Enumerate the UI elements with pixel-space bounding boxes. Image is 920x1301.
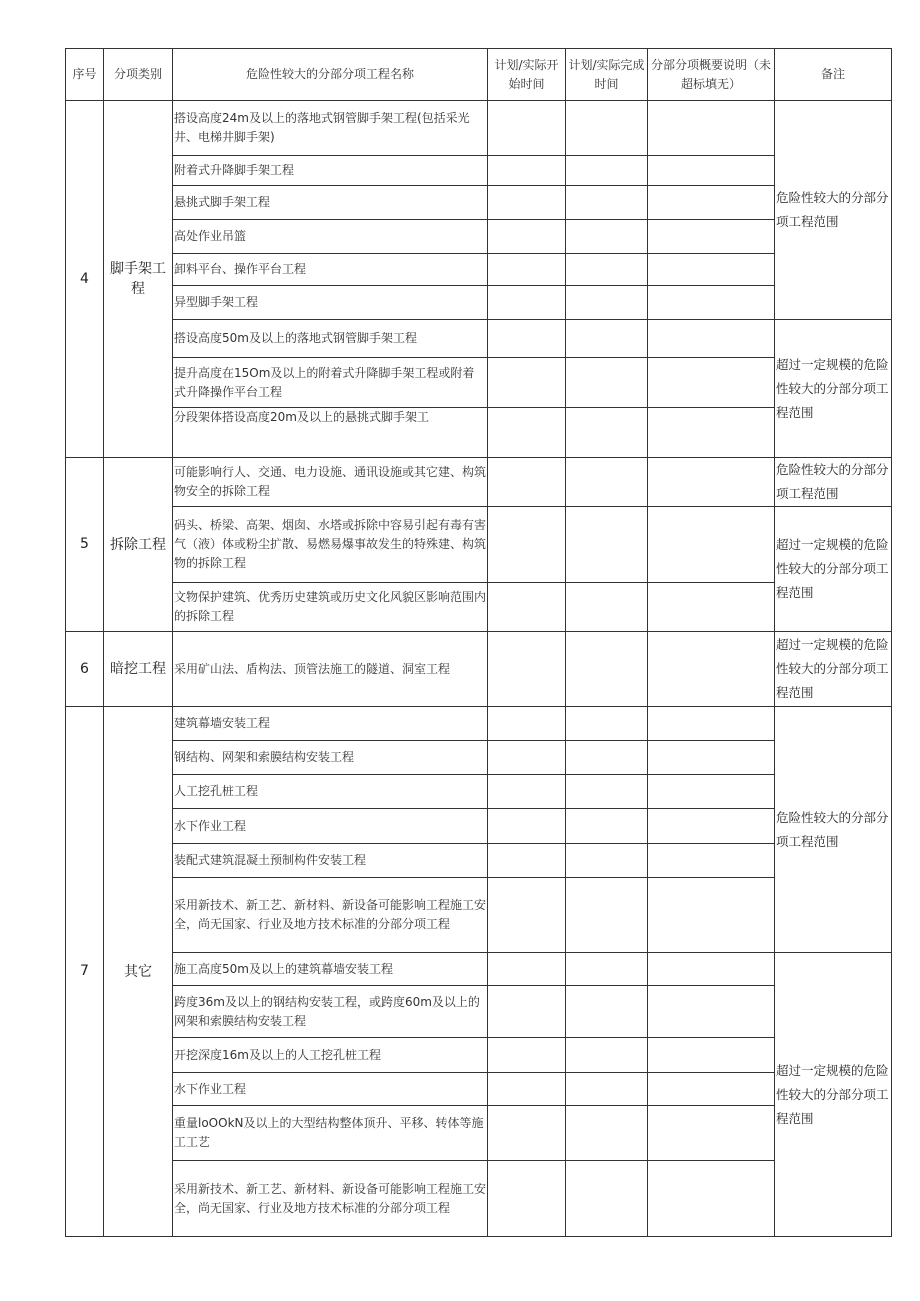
end-time-cell [566, 507, 648, 583]
table-row [66, 583, 892, 632]
item-name: 钢结构、网架和索膜结构安装工程 [173, 741, 488, 775]
summary-cell [648, 1161, 775, 1237]
end-time-cell [566, 707, 648, 741]
start-time-cell [488, 286, 566, 320]
item-name: 提升高度在15Om及以上的附着式升降脚手架工程或附着式升降操作平台工程 [173, 358, 488, 408]
start-time-cell [488, 632, 566, 707]
table-row [66, 775, 892, 809]
table-row [66, 878, 892, 953]
item-name: 卸料平台、操作平台工程 [173, 254, 488, 286]
category-cell: 拆除工程 [104, 458, 173, 632]
item-name: 建筑幕墙安装工程 [173, 707, 488, 741]
end-time-cell [566, 186, 648, 220]
remark-cell: 危险性较大的分部分项工程范围 [775, 458, 892, 507]
table-row [66, 844, 892, 878]
end-time-cell [566, 844, 648, 878]
table-row [66, 458, 892, 507]
start-time-cell [488, 458, 566, 507]
start-time-cell [488, 358, 566, 408]
summary-cell [648, 741, 775, 775]
item-name: 水下作业工程 [173, 809, 488, 844]
start-time-cell [488, 1038, 566, 1073]
item-name: 人工挖孔桩工程 [173, 775, 488, 809]
item-name: 文物保护建筑、优秀历史建筑或历史文化风貌区影响范围内的拆除工程 [173, 583, 488, 632]
header-category: 分项类别 [104, 49, 173, 101]
item-name: 高处作业吊篮 [173, 220, 488, 254]
summary-cell [648, 878, 775, 953]
item-name: 可能影响行人、交通、电力设施、通讯设施或其它建、构筑物安全的拆除工程 [173, 458, 488, 507]
table-row [66, 1073, 892, 1106]
start-time-cell [488, 1161, 566, 1237]
start-time-cell [488, 254, 566, 286]
summary-cell [648, 809, 775, 844]
summary-cell [648, 358, 775, 408]
start-time-cell [488, 1106, 566, 1161]
end-time-cell [566, 1161, 648, 1237]
end-time-cell [566, 986, 648, 1038]
table-row [66, 286, 892, 320]
item-name: 重量loOOkN及以上的大型结构整体顶升、平移、转体等施工工艺 [173, 1106, 488, 1161]
remark-cell: 超过一定规模的危险性较大的分部分项工程范围 [775, 320, 892, 458]
start-time-cell [488, 809, 566, 844]
start-time-cell [488, 741, 566, 775]
end-time-cell [566, 220, 648, 254]
table-row [66, 1106, 892, 1161]
remark-cell: 危险性较大的分部分项工程范围 [775, 101, 892, 320]
end-time-cell [566, 408, 648, 458]
remark-cell: 危险性较大的分部分项工程范围 [775, 707, 892, 953]
start-time-cell [488, 1073, 566, 1106]
start-time-cell [488, 220, 566, 254]
end-time-cell [566, 953, 648, 986]
summary-cell [648, 320, 775, 358]
summary-cell [648, 775, 775, 809]
start-time-cell [488, 583, 566, 632]
summary-cell [648, 186, 775, 220]
seq-cell: 7 [66, 707, 104, 1237]
table-row [66, 1161, 892, 1237]
summary-cell [648, 507, 775, 583]
summary-cell [648, 1038, 775, 1073]
summary-cell [648, 101, 775, 156]
end-time-cell [566, 254, 648, 286]
summary-cell [648, 220, 775, 254]
header-start-time: 计划/实际开始时间 [488, 49, 566, 101]
summary-cell [648, 583, 775, 632]
end-time-cell [566, 775, 648, 809]
end-time-cell [566, 458, 648, 507]
header-end-time: 计划/实际完成时间 [566, 49, 648, 101]
end-time-cell [566, 878, 648, 953]
end-time-cell [566, 286, 648, 320]
remark-cell: 超过一定规模的危险性较大的分部分项工程范围 [775, 953, 892, 1237]
end-time-cell [566, 809, 648, 844]
end-time-cell [566, 1106, 648, 1161]
end-time-cell [566, 632, 648, 707]
seq-cell: 5 [66, 458, 104, 632]
hazardous-works-table [65, 48, 892, 1237]
start-time-cell [488, 775, 566, 809]
category-cell: 其它 [104, 707, 173, 1237]
table-row [66, 1038, 892, 1073]
start-time-cell [488, 101, 566, 156]
start-time-cell [488, 186, 566, 220]
item-name: 跨度36m及以上的钢结构安装工程，或跨度60m及以上的网架和索膜结构安装工程 [173, 986, 488, 1038]
table-row [66, 358, 892, 408]
summary-cell [648, 844, 775, 878]
seq-cell: 6 [66, 632, 104, 707]
item-name: 异型脚手架工程 [173, 286, 488, 320]
item-name: 开挖深度16m及以上的人工挖孔桩工程 [173, 1038, 488, 1073]
item-name: 码头、桥梁、高架、烟囱、水塔或拆除中容易引起有毒有害气（液）体或粉尘扩散、易燃易爆事故发生的特殊建、构筑物的拆除工程 [173, 507, 488, 583]
table-row [66, 101, 892, 156]
summary-cell [648, 156, 775, 186]
item-name: 施工高度50m及以上的建筑幕墙安装工程 [173, 953, 488, 986]
end-time-cell [566, 156, 648, 186]
category-cell: 暗挖工程 [104, 632, 173, 707]
remark-cell: 超过一定规模的危险性较大的分部分项工程范围 [775, 632, 892, 707]
item-name: 采用矿山法、盾构法、顶管法施工的隧道、洞室工程 [173, 632, 488, 707]
summary-cell [648, 1106, 775, 1161]
end-time-cell [566, 1073, 648, 1106]
summary-cell [648, 953, 775, 986]
category-cell: 脚手架工程 [104, 101, 173, 458]
item-name: 采用新技术、新工艺、新材料、新设备可能影响工程施工安全，尚无国家、行业及地方技术标准的分部分项工程 [173, 878, 488, 953]
header-seq: 序号 [66, 49, 104, 101]
table-row [66, 707, 892, 741]
table-row [66, 507, 892, 583]
table-row [66, 156, 892, 186]
table-row [66, 632, 892, 707]
item-name: 搭设高度24m及以上的落地式钢管脚手架工程(包括采光井、电梯井脚手架) [173, 101, 488, 156]
start-time-cell [488, 408, 566, 458]
item-name: 搭设高度50m及以上的落地式钢管脚手架工程 [173, 320, 488, 358]
remark-cell: 超过一定规模的危险性较大的分部分项工程范围 [775, 507, 892, 632]
summary-cell [648, 254, 775, 286]
end-time-cell [566, 583, 648, 632]
start-time-cell [488, 320, 566, 358]
start-time-cell [488, 156, 566, 186]
table-row [66, 320, 892, 358]
header-row [66, 49, 892, 101]
item-name: 悬挑式脚手架工程 [173, 186, 488, 220]
summary-cell [648, 1073, 775, 1106]
start-time-cell [488, 707, 566, 741]
summary-cell [648, 458, 775, 507]
table-row [66, 186, 892, 220]
header-name: 危险性较大的分部分项工程名称 [173, 49, 488, 101]
item-name: 采用新技术、新工艺、新材料、新设备可能影响工程施工安全，尚无国家、行业及地方技术标准的分部分项工程 [173, 1161, 488, 1237]
item-name: 附着式升降脚手架工程 [173, 156, 488, 186]
start-time-cell [488, 953, 566, 986]
end-time-cell [566, 358, 648, 408]
summary-cell [648, 707, 775, 741]
table-row [66, 809, 892, 844]
end-time-cell [566, 1038, 648, 1073]
start-time-cell [488, 878, 566, 953]
table-row [66, 408, 892, 458]
start-time-cell [488, 507, 566, 583]
table-row [66, 220, 892, 254]
start-time-cell [488, 986, 566, 1038]
item-name: 装配式建筑混凝土预制构件安装工程 [173, 844, 488, 878]
table-row [66, 953, 892, 986]
seq-cell: 4 [66, 101, 104, 458]
item-name: 分段架体搭设高度20m及以上的悬挑式脚手架工 [173, 408, 488, 458]
header-summary: 分部分项概要说明（未超标填无） [648, 49, 775, 101]
summary-cell [648, 286, 775, 320]
table-row [66, 741, 892, 775]
start-time-cell [488, 844, 566, 878]
header-remark: 备注 [775, 49, 892, 101]
item-name: 水下作业工程 [173, 1073, 488, 1106]
table-row [66, 986, 892, 1038]
summary-cell [648, 632, 775, 707]
summary-cell [648, 986, 775, 1038]
summary-cell [648, 408, 775, 458]
table-row [66, 254, 892, 286]
end-time-cell [566, 320, 648, 358]
end-time-cell [566, 741, 648, 775]
end-time-cell [566, 101, 648, 156]
